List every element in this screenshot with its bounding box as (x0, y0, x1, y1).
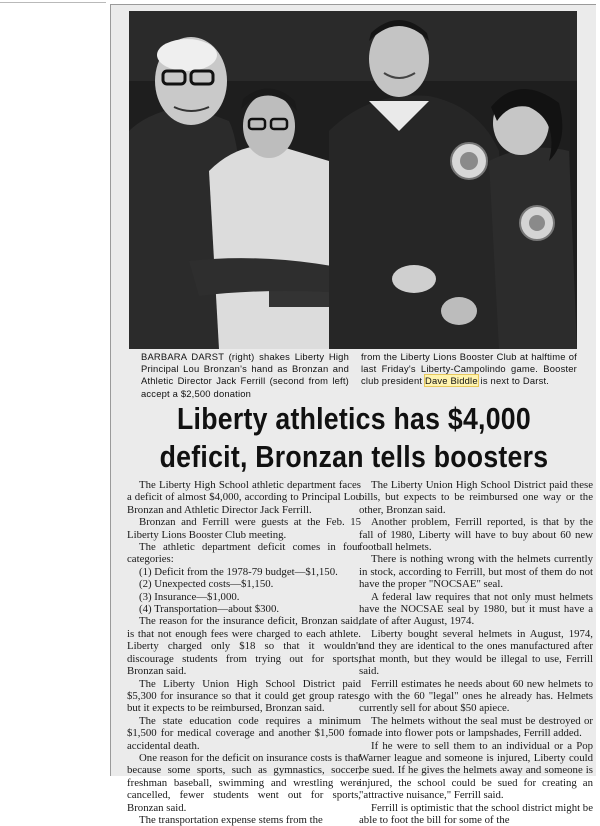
paragraph: The reason for the insurance deficit, Bronzan said, is that not enough fees were charged to each athlete. Liberty charged only $18 so that it wouldn't discourage students from trying out for sports, Bronzan said. (127, 615, 361, 678)
news-photo (129, 11, 577, 349)
paragraph: The transportation expense stems from the (139, 813, 323, 826)
paragraph: One reason for the deficit on insurance costs is that because some sports, such as gymnastics, soccer, freshman baseball, swimming and wrestling were cancelled, fewer students went out for sports, Bronzan said. (127, 751, 361, 814)
paragraph: Bronzan and Ferrill were guests at the Feb. 15 Liberty Lions Booster Club meeting. (127, 516, 361, 541)
paragraph: The state education code requires a minimum $1,500 for medical coverage and another $1,500 for accidental death. (127, 714, 361, 752)
paragraph: The athletic department deficit comes in four categories: (127, 541, 361, 566)
photo-caption-right (361, 351, 577, 388)
headline-line-2: deficit, Bronzan tells boosters (159, 439, 549, 474)
paragraph: The Liberty High School athletic department faces a deficit of almost $4,000, according to Principal Lou Bronzan and Athletic Director Jack Ferrill. (127, 479, 361, 516)
headline-line-1: Liberty athletics has $4,000 (177, 401, 531, 436)
paragraph: Ferrill is optimistic that the school district might be able to foot the bill for some of the (359, 801, 593, 826)
list-item: (3) Insurance—$1,000. (139, 590, 240, 603)
list-item: (2) Unexpected costs—$1,150. (139, 578, 274, 591)
caption-text-before: from the Liberty Lions Booster Club at halftime of last Friday's Liberty-Campolindo game. Booster club president (361, 351, 577, 387)
caption-text-after: is next to Darst. (477, 375, 550, 387)
photo-caption-left: BARBARA DARST (right) shakes Liberty High Principal Lou Bronzan's hand as Bronzan and Athletic Director Jack Ferrill (second from left) accept a $2,500 donation (141, 351, 349, 399)
paragraph: If he were to sell them to an individual or a Pop Warner league and someone is injured, Liberty could be sued. If he gives the helmets away and someone is injured, the school could be sued for creating an "attractive nuisance," Ferrill said. (359, 739, 593, 802)
list-item: (4) Transportation—about $300. (139, 603, 280, 616)
newspaper-clipping (110, 4, 596, 826)
paragraph: There is nothing wrong with the helmets currently in stock, according to Ferrill, but most of them do not have the proper "NOCSAE" seal. (359, 553, 593, 591)
page-edge-line (0, 2, 106, 3)
paragraph: Liberty bought several helmets in August, 1974, and they are identical to the ones manufactured after that month, but they would be illegal to use, Ferrill said. (359, 627, 593, 678)
paragraph: A federal law requires that not only must helmets have the NOCSAE seal by 1980, but it must have a date of after August, 1974. (359, 590, 593, 628)
paragraph: Ferrill estimates he needs about 60 new helmets to go with the 60 "legal" ones he already has. Helmets currently sell for about $50 apiece. (359, 677, 593, 715)
photo-illustration (129, 11, 577, 349)
paragraph: The Liberty Union High School District paid these bills, but expects to be reimbursed one way or the other, Bronzan said. (359, 479, 593, 516)
paragraph: The Liberty Union High School District paid $5,300 for insurance so that it could get group rates, but it expects to be reimbursed, Bronzan said. (127, 677, 361, 715)
article-column-left (127, 479, 361, 826)
article-column-right (359, 479, 593, 826)
paragraph: The helmets without the seal must be destroyed or made into flower pots or lampshades, Ferrill added. (359, 714, 593, 740)
list-item: (1) Deficit from the 1978-79 budget—$1,150. (139, 565, 338, 578)
paragraph: Another problem, Ferrill reported, is that by the fall of 1980, Liberty will have to buy about 60 new football helmets. (359, 516, 593, 554)
highlighted-name: Dave Biddle (424, 375, 478, 387)
